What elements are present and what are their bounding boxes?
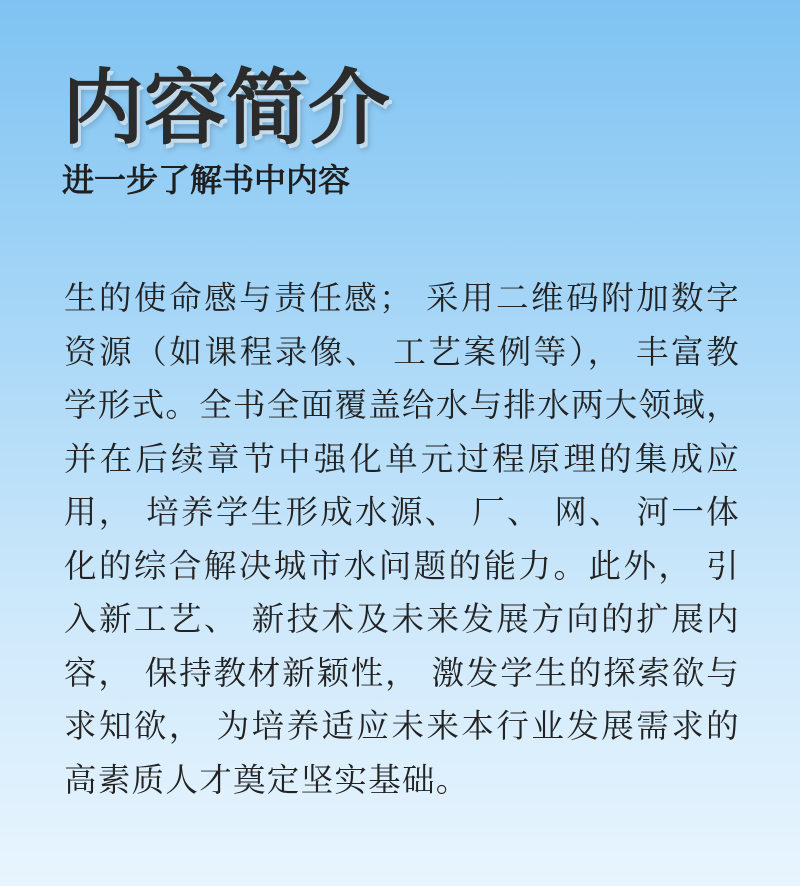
intro-paragraph: 生的使命感与责任感； 采用二维码附加数字资源（如课程录像、 工艺案例等）， 丰富教学形式。全书全面覆盖给水与排水两大领域， 并在后续章节中强化单元过程原理的集成应用， 培养学生形成水源、 厂、 网、 河一体化的综合解决城市水问题的能力。此外， 引入新工艺、 新技术及未来发展方向的扩展内容， 保持教材新颖性， 激发学生的探索欲与求知欲， 为培养适应未来本行业发展需求的高素质人才奠定坚实基础。: [64, 279, 741, 799]
page-title: 内容简介: [62, 61, 391, 156]
intro-header: [62, 61, 391, 199]
page-subtitle: 进一步了解书中内容: [62, 161, 351, 199]
